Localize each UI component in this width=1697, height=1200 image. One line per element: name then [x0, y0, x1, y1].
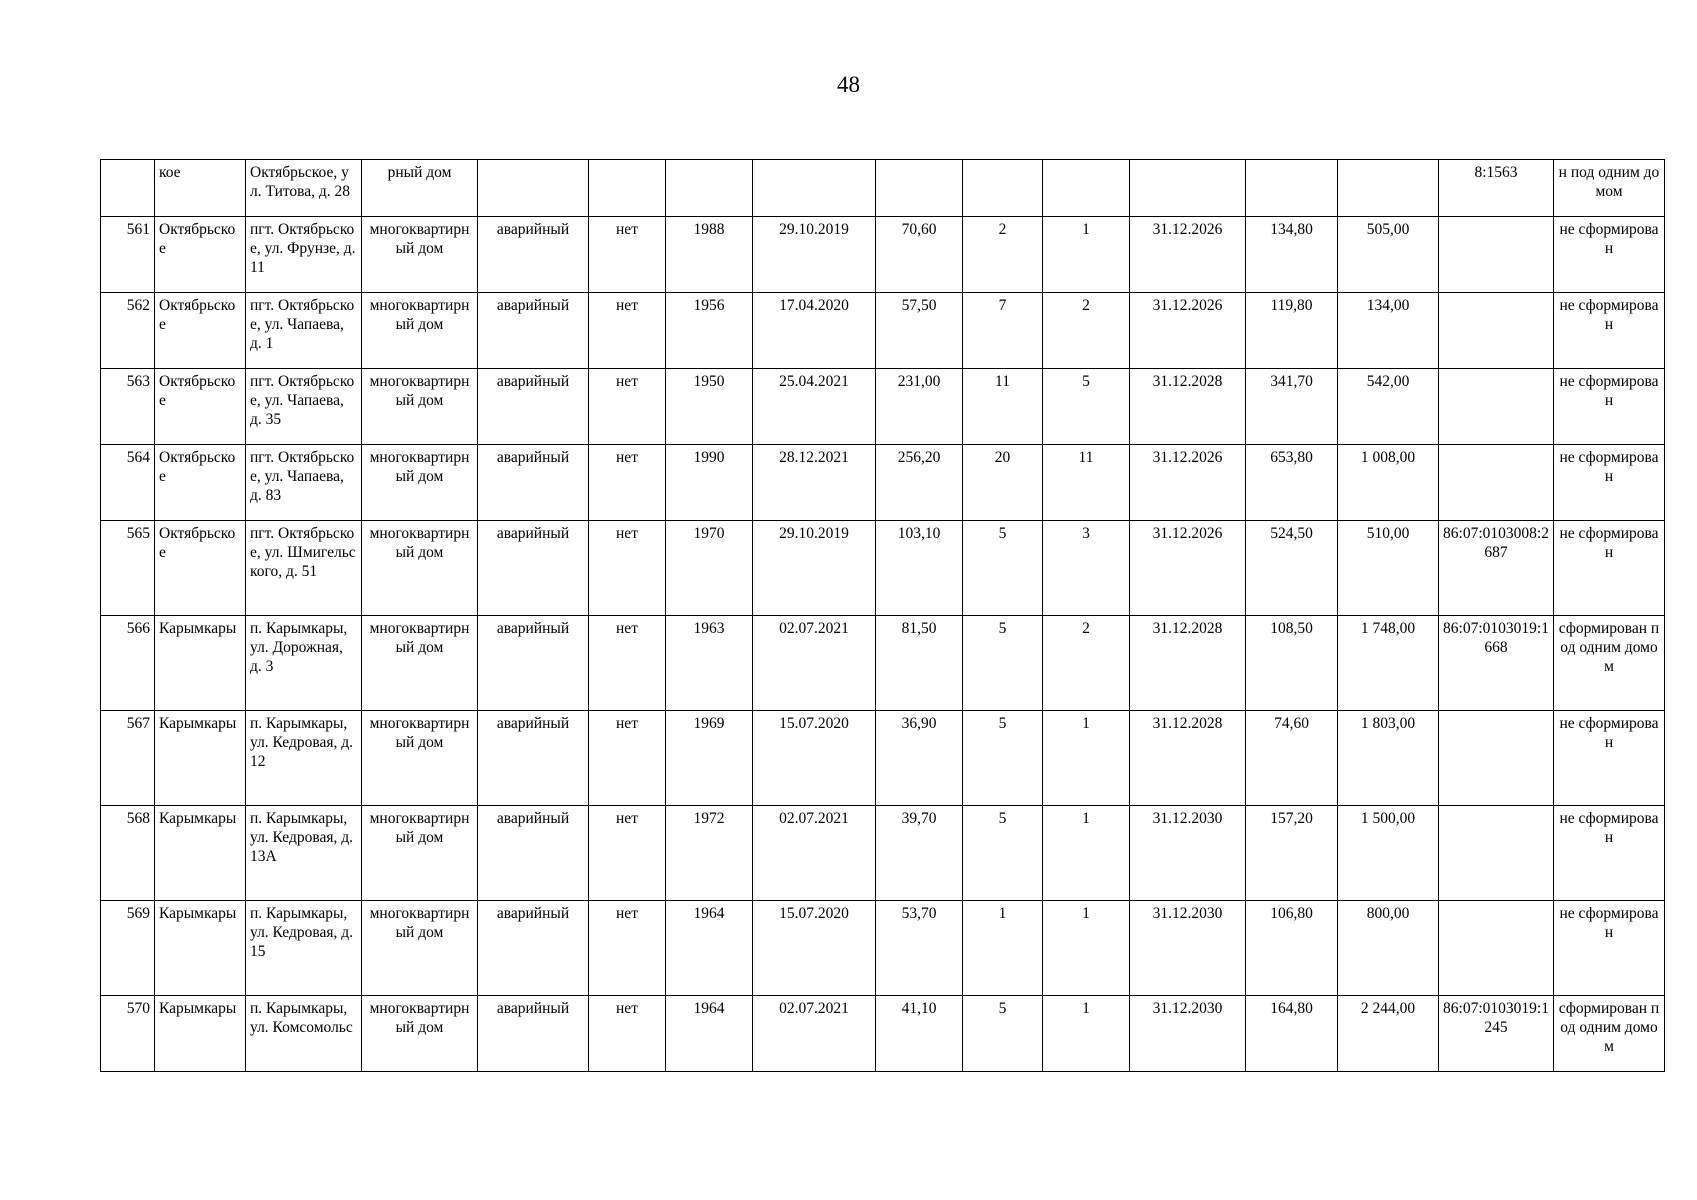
- house-type-cell: многоквартирный дом: [362, 996, 478, 1072]
- area-cell: [876, 160, 963, 217]
- house-type-cell: многоквартирный дом: [362, 806, 478, 901]
- date-cell: 02.07.2021: [753, 806, 876, 901]
- year-cell: 1950: [666, 369, 753, 445]
- municipality-cell: Октябрьское: [155, 521, 246, 616]
- year-cell: 1988: [666, 217, 753, 293]
- col10-cell: 1: [1043, 711, 1130, 806]
- municipality-cell: кое: [155, 160, 246, 217]
- area-cell: 53,70: [876, 901, 963, 996]
- housing-registry-table: [100, 159, 1665, 1072]
- col9-cell: [963, 160, 1043, 217]
- municipality-cell: Октябрьское: [155, 445, 246, 521]
- cadastral-cell: 86:07:0103008:2687: [1439, 521, 1554, 616]
- col12-cell: 106,80: [1246, 901, 1338, 996]
- address-cell: п. Карымкары, ул. Кедровая, д. 15: [246, 901, 362, 996]
- condition-cell: аварийный: [478, 369, 589, 445]
- col10-cell: 2: [1043, 293, 1130, 369]
- table-row: [101, 806, 1665, 901]
- land-status-cell: не сформирован: [1554, 521, 1665, 616]
- heritage-cell: нет: [589, 445, 666, 521]
- col12-cell: 108,50: [1246, 616, 1338, 711]
- year-cell: 1964: [666, 901, 753, 996]
- area-cell: 81,50: [876, 616, 963, 711]
- heritage-cell: нет: [589, 217, 666, 293]
- condition-cell: аварийный: [478, 711, 589, 806]
- municipality-cell: Карымкары: [155, 901, 246, 996]
- col9-cell: 5: [963, 711, 1043, 806]
- address-cell: пгт. Октябрьское, ул. Чапаева, д. 83: [246, 445, 362, 521]
- land-status-cell: не сформирован: [1554, 711, 1665, 806]
- deadline-cell: 31.12.2030: [1130, 996, 1246, 1072]
- col13-cell: 1 748,00: [1338, 616, 1439, 711]
- row-number-cell: 565: [101, 521, 155, 616]
- col10-cell: 2: [1043, 616, 1130, 711]
- date-cell: 25.04.2021: [753, 369, 876, 445]
- land-status-cell: сформирован под одним домом: [1554, 616, 1665, 711]
- address-cell: пгт. Октябрьское, ул. Чапаева, д. 1: [246, 293, 362, 369]
- deadline-cell: 31.12.2026: [1130, 521, 1246, 616]
- deadline-cell: 31.12.2026: [1130, 445, 1246, 521]
- cadastral-cell: 86:07:0103019:1668: [1439, 616, 1554, 711]
- address-cell: п. Карымкары, ул. Кедровая, д. 12: [246, 711, 362, 806]
- heritage-cell: [589, 160, 666, 217]
- land-status-cell: сформирован под одним домом: [1554, 996, 1665, 1072]
- row-number-cell: 563: [101, 369, 155, 445]
- col9-cell: 11: [963, 369, 1043, 445]
- table-row: [101, 217, 1665, 293]
- page-number: 48: [837, 72, 860, 97]
- date-cell: 28.12.2021: [753, 445, 876, 521]
- year-cell: 1990: [666, 445, 753, 521]
- year-cell: 1969: [666, 711, 753, 806]
- heritage-cell: нет: [589, 293, 666, 369]
- address-cell: пгт. Октябрьское, ул. Чапаева, д. 35: [246, 369, 362, 445]
- land-status-cell: не сформирован: [1554, 901, 1665, 996]
- address-cell: пгт. Октябрьское, ул. Шмигельского, д. 51: [246, 521, 362, 616]
- row-number-cell: 561: [101, 217, 155, 293]
- house-type-cell: многоквартирный дом: [362, 901, 478, 996]
- table-row: [101, 711, 1665, 806]
- col13-cell: 2 244,00: [1338, 996, 1439, 1072]
- land-status-cell: не сформирован: [1554, 445, 1665, 521]
- col9-cell: 2: [963, 217, 1043, 293]
- col9-cell: 5: [963, 521, 1043, 616]
- col10-cell: 11: [1043, 445, 1130, 521]
- house-type-cell: многоквартирный дом: [362, 293, 478, 369]
- table-row: [101, 521, 1665, 616]
- house-type-cell: многоквартирный дом: [362, 369, 478, 445]
- deadline-cell: 31.12.2030: [1130, 901, 1246, 996]
- land-status-cell: не сформирован: [1554, 806, 1665, 901]
- heritage-cell: нет: [589, 901, 666, 996]
- col9-cell: 1: [963, 901, 1043, 996]
- municipality-cell: Октябрьское: [155, 217, 246, 293]
- col12-cell: 119,80: [1246, 293, 1338, 369]
- area-cell: 41,10: [876, 996, 963, 1072]
- heritage-cell: нет: [589, 521, 666, 616]
- deadline-cell: 31.12.2028: [1130, 616, 1246, 711]
- address-cell: пгт. Октябрьское, ул. Фрунзе, д. 11: [246, 217, 362, 293]
- land-status-cell: не сформирован: [1554, 369, 1665, 445]
- table-row: [101, 160, 1665, 217]
- col12-cell: 341,70: [1246, 369, 1338, 445]
- col13-cell: 1 500,00: [1338, 806, 1439, 901]
- col13-cell: 800,00: [1338, 901, 1439, 996]
- condition-cell: аварийный: [478, 996, 589, 1072]
- col9-cell: 5: [963, 616, 1043, 711]
- col10-cell: [1043, 160, 1130, 217]
- year-cell: 1972: [666, 806, 753, 901]
- municipality-cell: Октябрьское: [155, 369, 246, 445]
- condition-cell: аварийный: [478, 901, 589, 996]
- row-number-cell: 568: [101, 806, 155, 901]
- table-row: [101, 616, 1665, 711]
- cadastral-cell: [1439, 217, 1554, 293]
- date-cell: 29.10.2019: [753, 217, 876, 293]
- deadline-cell: 31.12.2026: [1130, 293, 1246, 369]
- area-cell: 57,50: [876, 293, 963, 369]
- address-cell: п. Карымкары, ул. Кедровая, д. 13А: [246, 806, 362, 901]
- col12-cell: [1246, 160, 1338, 217]
- condition-cell: аварийный: [478, 293, 589, 369]
- address-cell: Октябрьское, ул. Титова, д. 28: [246, 160, 362, 217]
- date-cell: 17.04.2020: [753, 293, 876, 369]
- date-cell: 02.07.2021: [753, 996, 876, 1072]
- deadline-cell: 31.12.2028: [1130, 369, 1246, 445]
- row-number-cell: 569: [101, 901, 155, 996]
- house-type-cell: многоквартирный дом: [362, 711, 478, 806]
- house-type-cell: многоквартирный дом: [362, 521, 478, 616]
- land-status-cell: не сформирован: [1554, 293, 1665, 369]
- cadastral-cell: [1439, 445, 1554, 521]
- col13-cell: 542,00: [1338, 369, 1439, 445]
- area-cell: 39,70: [876, 806, 963, 901]
- col12-cell: 134,80: [1246, 217, 1338, 293]
- address-cell: п. Карымкары, ул. Дорожная, д. 3: [246, 616, 362, 711]
- area-cell: 70,60: [876, 217, 963, 293]
- house-type-cell: многоквартирный дом: [362, 616, 478, 711]
- municipality-cell: Карымкары: [155, 806, 246, 901]
- heritage-cell: нет: [589, 616, 666, 711]
- deadline-cell: 31.12.2028: [1130, 711, 1246, 806]
- table-row: [101, 445, 1665, 521]
- col13-cell: [1338, 160, 1439, 217]
- condition-cell: аварийный: [478, 217, 589, 293]
- date-cell: 15.07.2020: [753, 901, 876, 996]
- area-cell: 231,00: [876, 369, 963, 445]
- area-cell: 103,10: [876, 521, 963, 616]
- deadline-cell: 31.12.2030: [1130, 806, 1246, 901]
- col12-cell: 164,80: [1246, 996, 1338, 1072]
- col9-cell: 7: [963, 293, 1043, 369]
- col13-cell: 1 803,00: [1338, 711, 1439, 806]
- row-number-cell: 564: [101, 445, 155, 521]
- cadastral-cell: 8:1563: [1439, 160, 1554, 217]
- cadastral-cell: [1439, 369, 1554, 445]
- col13-cell: 510,00: [1338, 521, 1439, 616]
- condition-cell: аварийный: [478, 806, 589, 901]
- table-row: [101, 293, 1665, 369]
- year-cell: 1956: [666, 293, 753, 369]
- cadastral-cell: [1439, 806, 1554, 901]
- land-status-cell: не сформирован: [1554, 217, 1665, 293]
- cadastral-cell: [1439, 901, 1554, 996]
- table-row: [101, 996, 1665, 1072]
- col12-cell: 157,20: [1246, 806, 1338, 901]
- col13-cell: 1 008,00: [1338, 445, 1439, 521]
- area-cell: 256,20: [876, 445, 963, 521]
- date-cell: 15.07.2020: [753, 711, 876, 806]
- col12-cell: 74,60: [1246, 711, 1338, 806]
- municipality-cell: Карымкары: [155, 711, 246, 806]
- year-cell: 1963: [666, 616, 753, 711]
- table-row: [101, 901, 1665, 996]
- year-cell: 1970: [666, 521, 753, 616]
- heritage-cell: нет: [589, 711, 666, 806]
- col10-cell: 1: [1043, 996, 1130, 1072]
- row-number-cell: 570: [101, 996, 155, 1072]
- heritage-cell: нет: [589, 996, 666, 1072]
- table-row: [101, 369, 1665, 445]
- heritage-cell: нет: [589, 369, 666, 445]
- col10-cell: 1: [1043, 806, 1130, 901]
- municipality-cell: Октябрьское: [155, 293, 246, 369]
- row-number-cell: [101, 160, 155, 217]
- row-number-cell: 567: [101, 711, 155, 806]
- col9-cell: 5: [963, 996, 1043, 1072]
- municipality-cell: Карымкары: [155, 616, 246, 711]
- date-cell: 29.10.2019: [753, 521, 876, 616]
- year-cell: [666, 160, 753, 217]
- house-type-cell: многоквартирный дом: [362, 217, 478, 293]
- address-cell: п. Карымкары, ул. Комсомольс: [246, 996, 362, 1072]
- heritage-cell: нет: [589, 806, 666, 901]
- col10-cell: 1: [1043, 217, 1130, 293]
- house-type-cell: рный дом: [362, 160, 478, 217]
- col10-cell: 5: [1043, 369, 1130, 445]
- condition-cell: [478, 160, 589, 217]
- col9-cell: 20: [963, 445, 1043, 521]
- col10-cell: 3: [1043, 521, 1130, 616]
- col13-cell: 505,00: [1338, 217, 1439, 293]
- row-number-cell: 562: [101, 293, 155, 369]
- deadline-cell: [1130, 160, 1246, 217]
- col12-cell: 524,50: [1246, 521, 1338, 616]
- house-type-cell: многоквартирный дом: [362, 445, 478, 521]
- cadastral-cell: 86:07:0103019:1245: [1439, 996, 1554, 1072]
- row-number-cell: 566: [101, 616, 155, 711]
- col13-cell: 134,00: [1338, 293, 1439, 369]
- year-cell: 1964: [666, 996, 753, 1072]
- condition-cell: аварийный: [478, 616, 589, 711]
- area-cell: 36,90: [876, 711, 963, 806]
- cadastral-cell: [1439, 711, 1554, 806]
- col10-cell: 1: [1043, 901, 1130, 996]
- condition-cell: аварийный: [478, 445, 589, 521]
- municipality-cell: Карымкары: [155, 996, 246, 1072]
- condition-cell: аварийный: [478, 521, 589, 616]
- col9-cell: 5: [963, 806, 1043, 901]
- land-status-cell: н под одним домом: [1554, 160, 1665, 217]
- date-cell: 02.07.2021: [753, 616, 876, 711]
- date-cell: [753, 160, 876, 217]
- deadline-cell: 31.12.2026: [1130, 217, 1246, 293]
- col12-cell: 653,80: [1246, 445, 1338, 521]
- cadastral-cell: [1439, 293, 1554, 369]
